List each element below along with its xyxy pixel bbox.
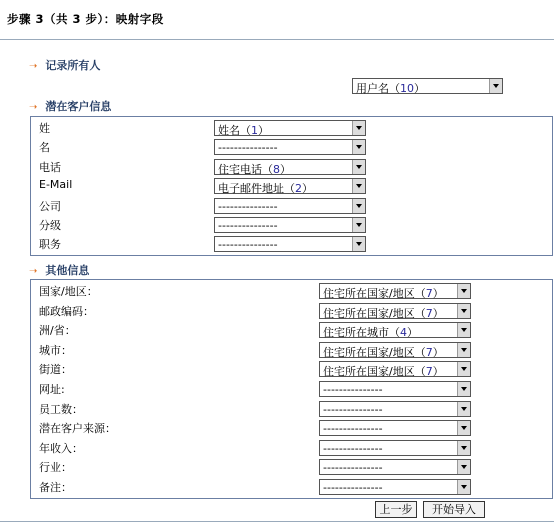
field-label: 公司 bbox=[39, 199, 61, 213]
field-row bbox=[31, 320, 550, 340]
field-row bbox=[31, 340, 550, 360]
chevron-down-icon bbox=[457, 480, 470, 494]
other-fields-panel bbox=[30, 279, 553, 499]
chevron-down-icon bbox=[457, 382, 470, 396]
section-heading-other: ➝ 其他信息 bbox=[29, 264, 90, 277]
field-label: 网址: bbox=[39, 383, 65, 396]
mapping-select[interactable]: --------------- bbox=[319, 401, 471, 417]
field-label: 邮政编码： bbox=[39, 304, 94, 318]
mapping-select[interactable]: 住宅所在国家/地区（7） bbox=[319, 283, 471, 299]
chevron-down-icon bbox=[457, 460, 470, 474]
mapping-select[interactable]: 姓名（1） bbox=[214, 120, 366, 136]
chevron-down-icon bbox=[352, 199, 365, 213]
field-label: 洲/省： bbox=[39, 324, 76, 338]
mapping-select[interactable]: --------------- bbox=[319, 479, 471, 495]
chevron-down-icon bbox=[352, 121, 365, 135]
mapping-select[interactable]: 电子邮件地址（2） bbox=[214, 178, 366, 194]
mapping-select[interactable]: --------------- bbox=[214, 139, 366, 155]
chevron-down-icon bbox=[457, 284, 470, 298]
chevron-down-icon bbox=[457, 362, 470, 376]
field-row bbox=[31, 457, 550, 477]
mapping-select[interactable]: --------------- bbox=[214, 217, 366, 233]
divider bbox=[0, 521, 554, 522]
chevron-down-icon bbox=[457, 323, 470, 337]
field-label: 名 bbox=[39, 141, 50, 155]
chevron-down-icon bbox=[457, 304, 470, 318]
field-label: 年收入： bbox=[39, 441, 83, 455]
mapping-select[interactable]: 住宅所在国家/地区（7） bbox=[319, 303, 471, 319]
field-row bbox=[31, 438, 550, 458]
field-label: 行业： bbox=[39, 461, 72, 475]
field-row bbox=[31, 234, 550, 254]
back-button[interactable]: 上一步 bbox=[375, 501, 417, 518]
mapping-select[interactable]: 住宅所在城市（4） bbox=[319, 322, 471, 338]
mapping-select[interactable]: --------------- bbox=[319, 459, 471, 475]
field-row bbox=[31, 379, 550, 399]
chevron-down-icon bbox=[457, 421, 470, 435]
section-heading-owner: ➝ 记录所有人 bbox=[29, 59, 101, 72]
field-row bbox=[31, 399, 550, 419]
start-import-button[interactable]: 开始导入 bbox=[423, 501, 485, 518]
chevron-down-icon bbox=[352, 140, 365, 154]
field-label: 员工数： bbox=[39, 402, 83, 416]
field-row bbox=[31, 281, 550, 301]
divider bbox=[0, 39, 554, 40]
lead-fields-panel bbox=[30, 116, 553, 256]
arrow-icon: ➝ bbox=[29, 61, 38, 72]
field-row bbox=[31, 137, 550, 157]
field-label: 分级 bbox=[39, 219, 61, 232]
page-title: 步骤 3（共 3 步）：映射字段 bbox=[7, 12, 164, 26]
mapping-select[interactable]: --------------- bbox=[319, 420, 471, 436]
field-row bbox=[31, 196, 550, 216]
mapping-select[interactable]: 住宅电话（8） bbox=[214, 159, 366, 175]
mapping-select[interactable]: --------------- bbox=[214, 198, 366, 214]
field-label: 备注： bbox=[39, 481, 72, 494]
chevron-down-icon bbox=[352, 237, 365, 251]
section-heading-lead: ➝ 潜在客户信息 bbox=[29, 100, 112, 113]
chevron-down-icon bbox=[352, 218, 365, 232]
field-row bbox=[31, 157, 550, 177]
chevron-down-icon bbox=[457, 441, 470, 455]
mapping-select[interactable]: --------------- bbox=[319, 440, 471, 456]
field-label: 街道： bbox=[39, 363, 72, 377]
arrow-icon: ➝ bbox=[29, 102, 38, 113]
mapping-select[interactable]: --------------- bbox=[319, 381, 471, 397]
arrow-icon: ➝ bbox=[29, 266, 38, 277]
mapping-select[interactable]: 住宅所在国家/地区（7） bbox=[319, 342, 471, 358]
field-label: 国家/地区： bbox=[39, 285, 98, 298]
field-label: 电话 bbox=[39, 160, 61, 174]
field-row bbox=[31, 359, 550, 379]
field-row bbox=[31, 118, 550, 138]
chevron-down-icon bbox=[457, 343, 470, 357]
field-row bbox=[31, 477, 550, 497]
chevron-down-icon bbox=[352, 179, 365, 193]
owner-select[interactable]: 用户名（10） bbox=[352, 78, 503, 94]
mapping-select[interactable]: 住宅所在国家/地区（7） bbox=[319, 361, 471, 377]
field-row bbox=[31, 215, 550, 235]
field-row bbox=[31, 176, 550, 196]
field-label: 城市： bbox=[39, 343, 72, 357]
mapping-select[interactable]: --------------- bbox=[214, 236, 366, 252]
field-row bbox=[31, 301, 550, 321]
field-label: 潜在客户来源： bbox=[39, 422, 116, 436]
chevron-down-icon bbox=[489, 79, 502, 93]
field-label: 职务 bbox=[39, 238, 61, 252]
chevron-down-icon bbox=[457, 402, 470, 416]
field-row bbox=[31, 418, 550, 438]
field-label: E-Mail bbox=[39, 178, 73, 192]
field-label: 姓 bbox=[39, 122, 50, 135]
chevron-down-icon bbox=[352, 160, 365, 174]
